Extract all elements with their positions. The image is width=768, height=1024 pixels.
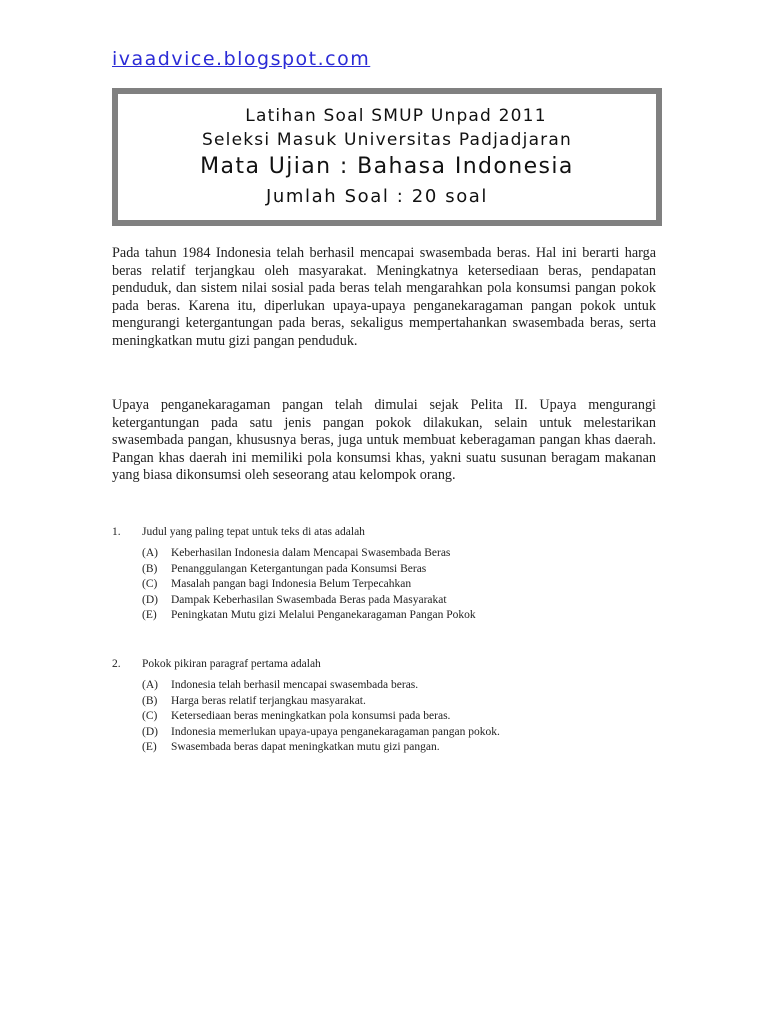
passage-paragraph-2: Upaya penganekaragaman pangan telah dimulai sejak Pelita II. Upaya mengurangi ketergantungan pada satu jenis pangan pokok dilakukan, selain untuk melestarikan swasembada pangan, khususnya beras, juga untuk membuat keberagaman pangan khas daerah. Pangan khas daerah ini memiliki pola konsumsi khas, yakni suatu susunan beragam makanan yang biasa dikonsumsi oleh seseorang atau kelompok orang.: [112, 397, 656, 484]
option-b: [142, 562, 672, 578]
question-text: Pokok pikiran paragraf pertama adalah: [142, 658, 321, 670]
option-text: Peningkatan Mutu gizi Melalui Penganekaragaman Pangan Pokok: [171, 609, 476, 622]
option-letter: (E): [142, 609, 157, 622]
option-text: Harga beras relatif terjangkau masyarakat.: [171, 694, 366, 707]
option-d: [142, 725, 672, 741]
option-d: [142, 593, 672, 609]
option-letter: (A): [142, 679, 158, 691]
option-list: [142, 546, 672, 624]
site-link[interactable]: ivaadvice.blogspot.com: [112, 48, 371, 70]
title-line-selection: Seleksi Masuk Universitas Padjadjaran: [202, 130, 572, 150]
option-a: [142, 678, 672, 694]
option-list: [142, 678, 672, 756]
question-number: 1.: [112, 526, 121, 538]
option-c: [142, 709, 672, 725]
option-a: [142, 546, 672, 562]
option-text: Keberhasilan Indonesia dalam Mencapai Swasembada Beras: [171, 547, 451, 559]
option-text: Dampak Keberhasilan Swasembada Beras pada Masyarakat: [171, 593, 447, 606]
option-b: [142, 694, 672, 710]
option-e: [142, 740, 672, 756]
title-line-exercise: Latihan Soal SMUP Unpad 2011: [245, 106, 547, 126]
option-letter: (C): [142, 578, 158, 591]
title-line-subject: Mata Ujian : Bahasa Indonesia: [200, 154, 574, 179]
option-text: Indonesia telah berhasil mencapai swasembada beras.: [171, 679, 419, 691]
option-text: Indonesia memerlukan upaya-upaya penganekaragaman pangan pokok.: [171, 725, 500, 738]
option-text: Swasembada beras dapat meningkatkan mutu gizi pangan.: [171, 741, 440, 754]
passage-paragraph-1: Pada tahun 1984 Indonesia telah berhasil mencapai swasembada beras. Hal ini berarti harga beras relatif terjangkau oleh masyarakat. Meningkatnya ketersediaan beras, pendapatan penduduk, dan sistem nilai sosial pada beras telah mengarahkan pola konsumsi pangan pokok pada beras. Karena itu, diperlukan upaya-upaya penganekaragaman pangan pokok untuk mengurangi ketergantungan pada beras, sekaligus mempertahankan swasembada beras, serta meningkatkan mutu gizi pangan penduduk.: [112, 245, 656, 349]
option-letter: (E): [142, 741, 157, 754]
option-letter: (D): [142, 593, 158, 606]
option-letter: (D): [142, 725, 158, 738]
title-line-question-count: Jumlah Soal : 20 soal: [266, 186, 489, 207]
option-text: Masalah pangan bagi Indonesia Belum Terpecahkan: [171, 578, 412, 591]
option-text: Ketersediaan beras meningkatkan pola konsumsi pada beras.: [171, 710, 451, 723]
option-c: [142, 577, 672, 593]
option-letter: (C): [142, 710, 158, 723]
option-letter: (A): [142, 547, 158, 559]
question-text: Judul yang paling tepat untuk teks di atas adalah: [142, 526, 365, 538]
title-box: [112, 88, 662, 226]
option-e: [142, 608, 672, 624]
question-stem: [112, 658, 672, 670]
question-1: [112, 526, 672, 624]
option-letter: (B): [142, 694, 158, 707]
option-letter: (B): [142, 562, 158, 575]
question-stem: [112, 526, 672, 538]
question-2: [112, 658, 672, 756]
option-text: Penanggulangan Ketergantungan pada Konsumsi Beras: [171, 562, 427, 575]
question-number: 2.: [112, 658, 121, 670]
